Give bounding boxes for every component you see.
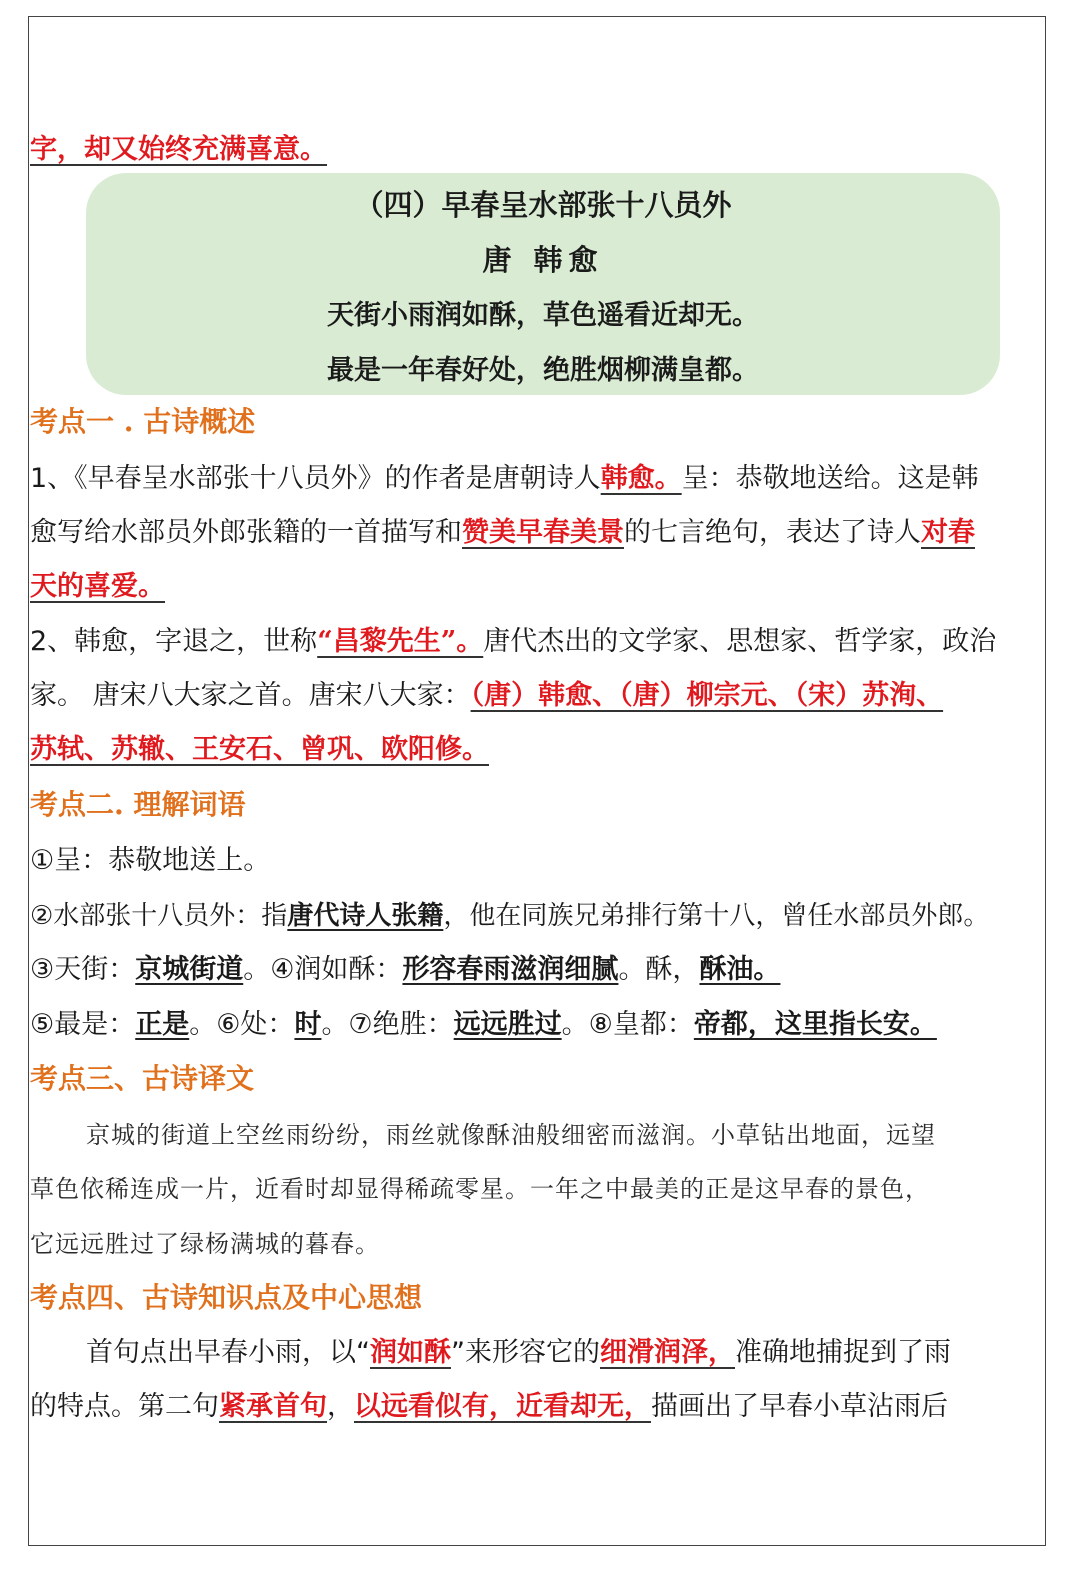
poem-author: 唐 韩愈 bbox=[482, 243, 604, 277]
section-heading-3: 考点三、古诗译文 bbox=[30, 1062, 255, 1095]
paragraph-line: 2、韩愈，字退之，世称“昌黎先生”。唐代杰出的文学家、思想家、哲学家，政治 bbox=[30, 626, 997, 657]
analysis-line: 的特点。第二句紧承首句，以远看似有，近看却无，描画出了早春小草沾雨后 bbox=[30, 1391, 948, 1422]
paragraph-line: 苏轼、苏辙、王安石、曾巩、欧阳修。 bbox=[30, 734, 489, 765]
poem-title: （四）早春呈水部张十八员外 bbox=[354, 188, 732, 222]
vocab-item: ①呈：恭敬地送上。 bbox=[30, 845, 271, 876]
vocab-item: ③天街：京城街道。④润如酥：形容春雨滋润细腻。酥，酥油。 bbox=[30, 954, 781, 985]
vocab-item: ②水部张十八员外：指唐代诗人张籍，他在同族兄弟排行第十八，曾任水部员外郎。 bbox=[30, 901, 990, 931]
paragraph-line: 愈写给水部员外郎张籍的一首描写和赞美早春美景的七言绝句，表达了诗人对春 bbox=[30, 517, 975, 548]
translation-line: 京城的街道上空丝雨纷纷，雨丝就像酥油般细密而滋润。小草钻出地面，远望 bbox=[86, 1121, 936, 1149]
poem-box bbox=[86, 173, 1000, 395]
paragraph-line: 1、《早春呈水部张十八员外》的作者是唐朝诗人韩愈。呈：恭敬地送给。这是韩 bbox=[30, 463, 979, 494]
continued-text: 字，却又始终充满喜意。 bbox=[30, 134, 327, 165]
section-heading-4: 考点四、古诗知识点及中心思想 bbox=[30, 1281, 423, 1314]
poem-line-2: 最是一年春好处，绝胜烟柳满皇都。 bbox=[327, 355, 759, 386]
paragraph-line: 天的喜爱。 bbox=[30, 571, 165, 602]
translation-line: 它远远胜过了绿杨满城的暮春。 bbox=[30, 1230, 380, 1258]
poem-line-1: 天街小雨润如酥，草色遥看近却无。 bbox=[327, 300, 759, 331]
analysis-line: 首句点出早春小雨，以“润如酥”来形容它的细滑润泽，准确地捕捉到了雨 bbox=[86, 1337, 951, 1368]
translation-line: 草色依稀连成一片，近看时却显得稀疏零星。一年之中最美的正是这早春的景色， bbox=[30, 1175, 930, 1203]
section-heading-2: 考点二. 理解词语 bbox=[30, 788, 246, 821]
vocab-item: ⑤最是：正是。⑥处：时。⑦绝胜：远远胜过。⑧皇都：帝都，这里指长安。 bbox=[30, 1009, 937, 1040]
paragraph-line: 家。 唐宋八大家之首。唐宋八大家：（唐）韩愈、（唐）柳宗元、（宋）苏洵、 bbox=[30, 680, 944, 711]
section-heading-1: 考点一 . 古诗概述 bbox=[30, 405, 256, 438]
